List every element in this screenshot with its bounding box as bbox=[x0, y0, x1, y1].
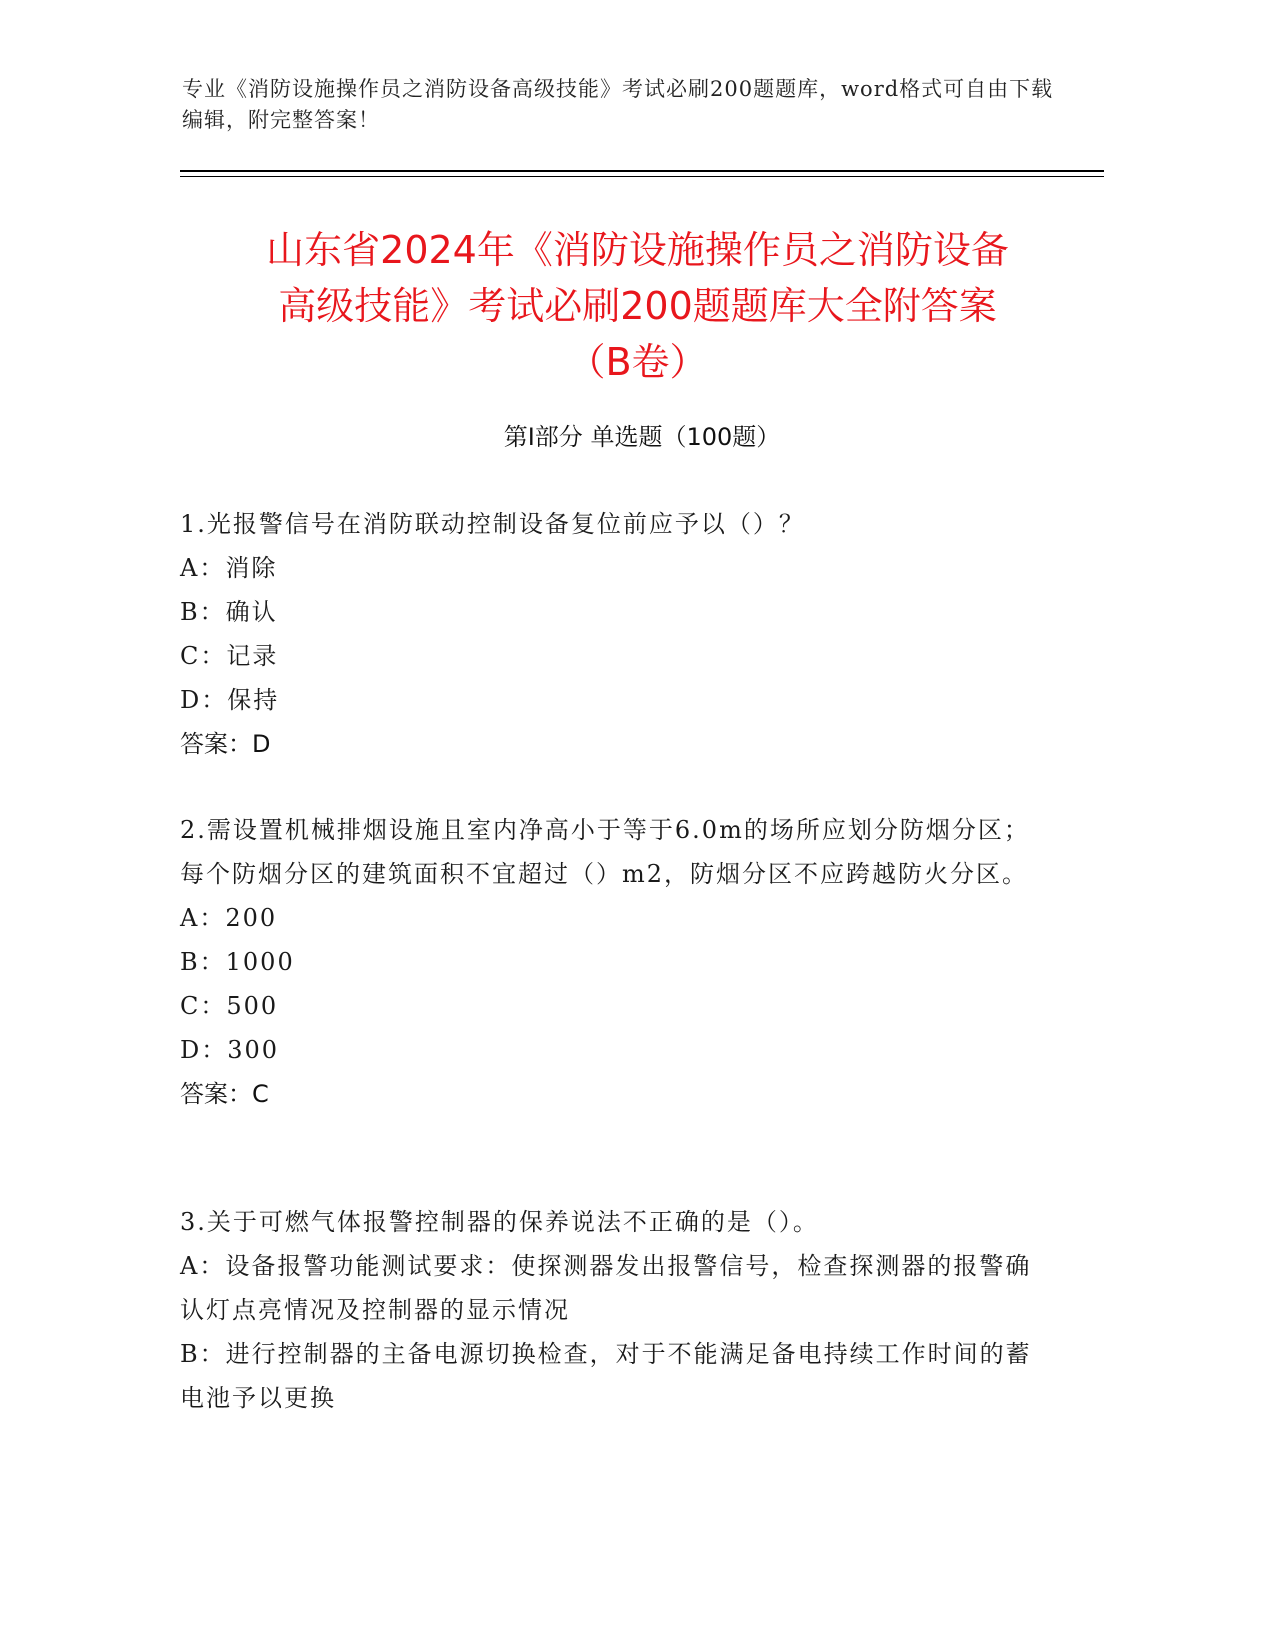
title-line-1: 山东省2024年《消防设施操作员之消防设备 bbox=[266, 228, 1009, 272]
option-a: A：消除 bbox=[180, 554, 278, 582]
header-note: 专业《消防设施操作员之消防设备高级技能》考试必刷200题题库，word格式可自由下载编辑，附完整答案！ bbox=[182, 77, 1054, 132]
section-title: 第Ⅰ部分 单选题（100题） bbox=[503, 423, 781, 451]
question-stem: 2.需设置机械排烟设施且室内净高小于等于6.0m的场所应划分防烟分区；每个防烟分区的建筑面积不宜超过（）m2，防烟分区不应跨越防火分区。 bbox=[180, 816, 1030, 888]
document-title bbox=[160, 222, 1115, 390]
option-b: B：确认 bbox=[180, 598, 278, 626]
title-line-2: 高级技能》考试必刷200题题库大全附答案 bbox=[278, 284, 997, 328]
question-3 bbox=[180, 1200, 1040, 1420]
option-d: D：保持 bbox=[180, 686, 280, 714]
title-line-3: （B卷） bbox=[567, 340, 708, 384]
option-a: A：设备报警功能测试要求：使探测器发出报警信号，检查探测器的报警确认灯点亮情况及控制器的显示情况 bbox=[180, 1252, 1032, 1324]
answer: 答案：D bbox=[180, 730, 271, 758]
question-1 bbox=[180, 502, 1040, 766]
option-d: D：300 bbox=[180, 1036, 280, 1064]
question-2 bbox=[180, 808, 1040, 1116]
option-c: C：500 bbox=[180, 992, 279, 1020]
question-stem: 3.关于可燃气体报警控制器的保养说法不正确的是（）。 bbox=[180, 1208, 819, 1236]
answer: 答案：C bbox=[180, 1080, 269, 1108]
option-b: B：1000 bbox=[180, 948, 295, 976]
option-a: A：200 bbox=[180, 904, 278, 932]
option-c: C：记录 bbox=[180, 642, 279, 670]
header-rule-thin bbox=[180, 176, 1104, 177]
option-b: B：进行控制器的主备电源切换检查，对于不能满足备电持续工作时间的蓄电池予以更换 bbox=[180, 1340, 1032, 1412]
question-stem: 1.光报警信号在消防联动控制设备复位前应予以（）？ bbox=[180, 510, 805, 538]
header-rule-thick bbox=[180, 170, 1104, 172]
